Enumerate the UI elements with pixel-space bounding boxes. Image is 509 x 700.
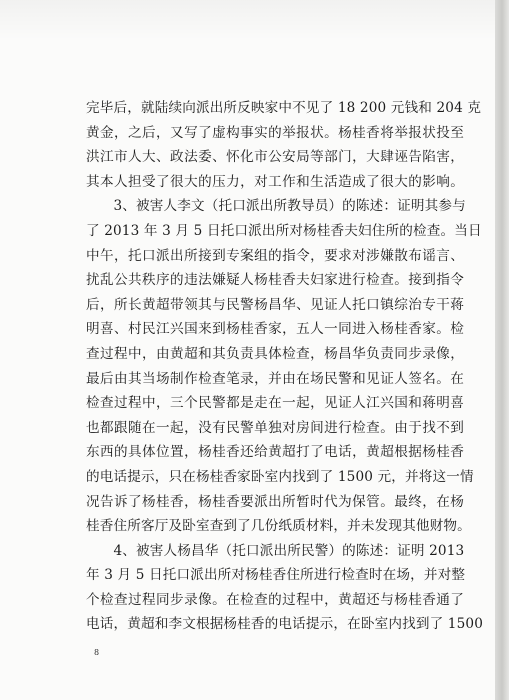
text-line: 4、被害人杨昌华（托口派出所民警）的陈述：证明 2013 bbox=[86, 542, 465, 559]
scan-shadow bbox=[0, 0, 509, 40]
text-line: 东西的具体位置，杨桂香还给黄超打了电话，黄超根据杨桂香 bbox=[86, 444, 464, 461]
text-line: 了 2013 年 3 月 5 日托口派出所对杨桂香夫妇住所的检查。当日 bbox=[86, 222, 482, 239]
text-line: 电话，黄超和李文根据杨桂香的电话提示，在卧室内找到了 1500 bbox=[86, 616, 484, 633]
text-line: 扰乱公共秩序的违法嫌疑人杨桂香夫妇家进行检查。接到指令 bbox=[86, 272, 464, 289]
text-line: 最后由其当场制作检查笔录，并由在场民警和见证人签名。在 bbox=[86, 370, 464, 387]
text-line: 完毕后，就陆续向派出所反映家中不见了 18 200 元钱和 204 克 bbox=[86, 100, 482, 116]
text-line: 明喜、村民江兴国来到杨桂香家，五人一同进入杨桂香家。检 bbox=[86, 321, 464, 338]
text-line: 中午，托口派出所接到专案组的指令，要求对涉嫌散布谣言、 bbox=[86, 247, 464, 264]
body-text bbox=[86, 96, 484, 637]
text-line: 桂香住所客厅及卧室查到了几份纸质材料，并未发现其他财物。 bbox=[86, 518, 471, 535]
page-number: 8 bbox=[94, 648, 100, 657]
text-line: 年 3 月 5 日托口派出所对杨桂香住所进行检查时在场，并对整 bbox=[86, 567, 466, 584]
text-line: 黄金，之后，又写了虚构事实的举报状。杨桂香将举报状投至 bbox=[86, 124, 464, 141]
text-line: 个检查过程同步录像。在检查的过程中，黄超还与杨桂香通了 bbox=[86, 591, 464, 608]
text-line: 洪江市人大、政法委、怀化市公安局等部门，大肆诬告陷害， bbox=[86, 149, 464, 166]
page-edge-shadow bbox=[495, 0, 509, 700]
text-line: 3、被害人李文（托口派出所教导员）的陈述：证明其参与 bbox=[86, 198, 466, 215]
text-line: 后，所长黄超带领其与民警杨昌华、见证人托口镇综治专干蒋 bbox=[86, 296, 464, 313]
text-line: 检查过程中，三个民警都是走在一起，见证人江兴国和蒋明喜 bbox=[86, 395, 464, 412]
text-line: 的电话提示，只在杨桂香家卧室内找到了 1500 元，并将这一情 bbox=[86, 468, 474, 485]
text-line: 也都跟随在一起，没有民警单独对房间进行检查。由于找不到 bbox=[86, 419, 464, 436]
text-line: 查过程中，由黄超和其负责具体检查，杨昌华负责同步录像， bbox=[86, 345, 464, 362]
text-line: 况告诉了杨桂香，杨桂香要派出所暂时代为保管。最终，在杨 bbox=[86, 493, 464, 510]
text-line: 其本人担受了很大的压力，对工作和生活造成了很大的影响。 bbox=[86, 173, 464, 190]
